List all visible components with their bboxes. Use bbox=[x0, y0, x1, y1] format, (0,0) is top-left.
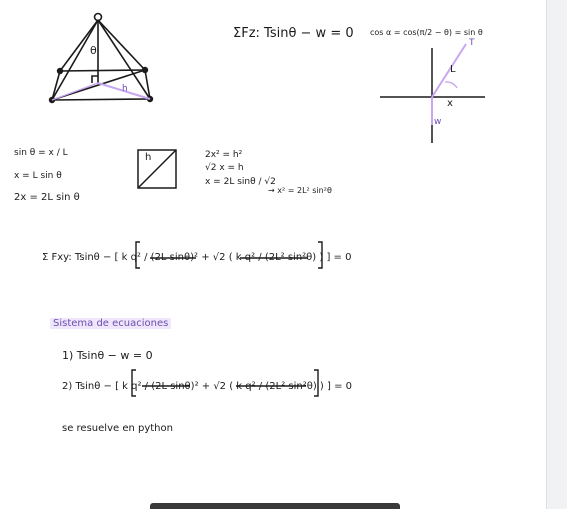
angle-arc bbox=[445, 82, 457, 88]
home-indicator[interactable] bbox=[150, 503, 400, 509]
side-scroll-panel[interactable] bbox=[546, 0, 567, 509]
x-eq: x = L sin θ bbox=[14, 171, 62, 181]
sin-theta-eq: sin θ = x / L bbox=[14, 148, 68, 158]
square-diagram bbox=[138, 150, 176, 188]
side-label: h bbox=[122, 84, 128, 94]
system-title: Sistema de ecuaciones bbox=[50, 318, 171, 329]
square-side-label: h bbox=[145, 152, 152, 163]
cos-identity: cos α = cos(π/2 − θ) = sin θ bbox=[370, 28, 483, 37]
square-eq-3: x = 2L sinθ / √2 bbox=[205, 177, 276, 187]
two-x-eq: 2x = 2L sin θ bbox=[14, 192, 80, 203]
system-eq-1: 1) Tsinθ − w = 0 bbox=[62, 349, 153, 362]
python-note: se resuelve en python bbox=[62, 423, 173, 434]
square-eq-1: 2x² = h² bbox=[205, 150, 243, 160]
tension-vector bbox=[432, 44, 466, 97]
sum-fz-equation: ΣFz: Tsinθ − w = 0 bbox=[233, 26, 354, 41]
pyramid-half-diagonal bbox=[52, 83, 98, 100]
L-label: L bbox=[450, 64, 456, 75]
square-eq-4: → x² = 2L² sin²θ bbox=[268, 186, 332, 195]
square-eq-2: √2 x = h bbox=[205, 163, 244, 173]
sum-fxy-equation: Σ Fxy: Tsinθ − [ k q² / (2L sinθ)² + √2 ( k q² / (2L² sin²θ) ) ] = 0 bbox=[42, 252, 352, 263]
x-small-label: x bbox=[447, 98, 453, 109]
apex-point bbox=[95, 14, 102, 21]
pyramid-diagram bbox=[52, 14, 150, 101]
T-label: T bbox=[469, 38, 475, 48]
system-eq-2: 2) Tsinθ − [ k q² / (2L sinθ)² + √2 ( k q² / (2L² sin²θ) ) ] = 0 bbox=[62, 381, 352, 392]
w-label: w bbox=[434, 117, 442, 127]
theta-label: θ bbox=[90, 44, 97, 57]
